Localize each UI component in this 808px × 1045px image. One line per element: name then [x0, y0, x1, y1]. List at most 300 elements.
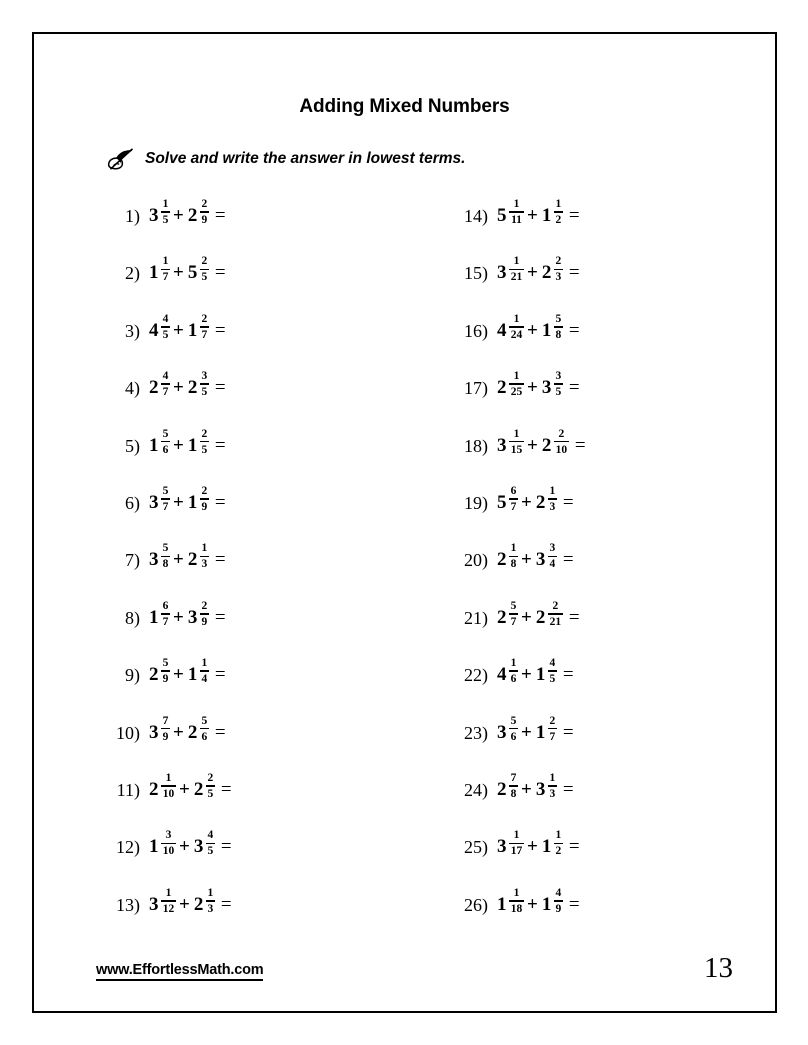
denominator: 3 — [201, 558, 208, 571]
fraction-b — [206, 829, 215, 857]
fraction-bar — [161, 613, 170, 615]
problem-expression — [488, 715, 574, 743]
problem-expression — [140, 370, 226, 398]
mixed-number-a — [497, 772, 518, 800]
equals-operator: = — [220, 778, 232, 800]
problem-number: 4) — [125, 378, 140, 399]
problem-row — [106, 313, 436, 370]
denominator: 9 — [201, 615, 208, 628]
problem-expression — [140, 657, 226, 685]
whole-part: 2 — [187, 377, 198, 399]
mixed-number-b — [536, 485, 557, 513]
whole-part: 3 — [497, 434, 507, 456]
mixed-number-b — [542, 198, 563, 226]
mixed-number-a — [497, 313, 524, 341]
denominator: 7 — [162, 271, 169, 284]
denominator: 10 — [162, 787, 175, 800]
problem-expression — [488, 600, 580, 628]
equals-operator: = — [568, 893, 580, 915]
denominator: 4 — [201, 673, 208, 686]
denominator: 7 — [162, 500, 169, 513]
mixed-number-b — [194, 829, 215, 857]
fraction-a — [161, 485, 170, 513]
denominator: 6 — [510, 673, 517, 686]
denominator: 7 — [510, 615, 517, 628]
problem-number: 26) — [464, 894, 488, 915]
fraction-bar — [161, 383, 170, 385]
numerator: 1 — [201, 657, 208, 670]
fraction-bar — [161, 900, 176, 902]
numerator: 3 — [555, 370, 562, 383]
mixed-number-b — [194, 772, 215, 800]
fraction-bar — [554, 900, 563, 902]
numerator: 1 — [162, 255, 169, 268]
problem-number: 23) — [464, 722, 488, 743]
fraction-bar — [200, 498, 209, 500]
problem-row — [106, 715, 436, 772]
whole-part: 1 — [187, 491, 198, 513]
fraction-bar — [554, 441, 569, 443]
fraction-bar — [509, 613, 518, 615]
plus-operator: + — [521, 606, 532, 628]
problem-row — [106, 370, 436, 427]
denominator: 9 — [201, 214, 208, 227]
denominator: 5 — [555, 386, 562, 399]
numerator: 1 — [513, 312, 520, 325]
fraction-a — [509, 255, 524, 283]
fraction-b — [200, 715, 209, 743]
mixed-number-b — [188, 657, 209, 685]
denominator: 9 — [162, 673, 169, 686]
fraction-b — [200, 428, 209, 456]
denominator: 5 — [162, 328, 169, 341]
instruction-text: Solve and write the answer in lowest terms. — [145, 150, 466, 167]
numerator: 1 — [207, 886, 214, 899]
fraction-a — [161, 887, 176, 915]
fraction-bar — [200, 728, 209, 730]
mixed-number-b — [542, 255, 563, 283]
numerator: 1 — [165, 771, 172, 784]
fraction-bar — [200, 556, 209, 558]
mixed-number-b — [536, 715, 557, 743]
plus-operator: + — [173, 262, 184, 284]
fraction-b — [554, 313, 563, 341]
denominator: 7 — [549, 730, 556, 743]
problem-row — [452, 772, 782, 829]
mixed-number-a — [149, 428, 170, 456]
fraction-bar — [509, 843, 524, 845]
whole-part: 2 — [149, 377, 159, 399]
equals-operator: = — [220, 893, 232, 915]
fraction-a — [509, 715, 518, 743]
fraction-bar — [554, 269, 563, 271]
problem-number: 22) — [464, 665, 488, 686]
whole-part: 1 — [535, 721, 546, 743]
numerator: 1 — [555, 829, 562, 842]
whole-part: 1 — [541, 836, 552, 858]
whole-part: 3 — [535, 549, 546, 571]
numerator: 5 — [510, 714, 517, 727]
whole-part: 3 — [497, 262, 507, 284]
fraction-bar — [548, 613, 563, 615]
numerator: 1 — [513, 198, 520, 210]
problem-number: 24) — [464, 779, 488, 800]
denominator: 5 — [207, 845, 214, 858]
fraction-a — [509, 657, 518, 685]
problem-expression — [488, 485, 574, 513]
mixed-number-b — [542, 829, 563, 857]
fraction-a — [509, 485, 518, 513]
fraction-bar — [509, 498, 518, 500]
problem-row — [452, 370, 782, 427]
fraction-a — [161, 772, 176, 800]
problem-number: 20) — [464, 550, 488, 571]
fraction-bar — [200, 269, 209, 271]
numerator: 2 — [201, 484, 208, 497]
fraction-b — [200, 255, 209, 283]
denominator: 8 — [510, 558, 517, 571]
footer-website-link[interactable]: www.EffortlessMath.com — [96, 962, 263, 981]
denominator: 10 — [162, 845, 175, 858]
problem-row — [106, 542, 436, 599]
problem-number: 6) — [125, 492, 140, 513]
equals-operator: = — [568, 836, 580, 858]
plus-operator: + — [173, 377, 184, 399]
mixed-number-a — [149, 829, 176, 857]
numerator: 5 — [510, 599, 517, 612]
page-number: 13 — [704, 952, 733, 984]
equals-operator: = — [568, 606, 580, 628]
whole-part: 2 — [193, 778, 204, 800]
plus-operator: + — [173, 205, 184, 226]
denominator: 6 — [201, 730, 208, 743]
problem-expression — [488, 772, 574, 800]
whole-part: 3 — [149, 491, 159, 513]
equals-operator: = — [214, 664, 226, 686]
numerator: 1 — [555, 198, 562, 210]
fraction-b — [548, 772, 557, 800]
whole-part: 2 — [497, 549, 507, 571]
fraction-bar — [161, 843, 176, 845]
mixed-number-b — [536, 600, 563, 628]
whole-part: 2 — [541, 434, 552, 456]
problem-expression — [488, 255, 580, 283]
fraction-b — [554, 255, 563, 283]
mixed-number-b — [542, 313, 563, 341]
numerator: 1 — [201, 542, 208, 555]
fraction-a — [509, 370, 524, 398]
equals-operator: = — [214, 262, 226, 284]
mixed-number-a — [149, 255, 170, 283]
problem-number: 21) — [464, 607, 488, 628]
numerator: 7 — [162, 714, 169, 727]
mixed-number-b — [188, 255, 209, 283]
mixed-number-a — [149, 715, 170, 743]
problem-expression — [488, 428, 586, 456]
problem-row — [106, 887, 436, 944]
problem-number: 11) — [116, 779, 140, 800]
left-column — [106, 198, 436, 944]
mixed-number-b — [188, 370, 209, 398]
equals-operator: = — [562, 491, 574, 513]
fraction-bar — [554, 326, 563, 328]
problem-row — [106, 829, 436, 886]
equals-operator: = — [568, 262, 580, 284]
whole-part: 1 — [535, 664, 546, 686]
fraction-a — [161, 428, 170, 456]
plus-operator: + — [527, 319, 538, 341]
numerator: 3 — [201, 370, 208, 383]
problem-expression — [140, 772, 232, 800]
whole-part: 1 — [149, 606, 159, 628]
quill-pen-icon — [106, 146, 136, 172]
fraction-bar — [509, 326, 524, 328]
problem-row — [452, 542, 782, 599]
problem-row — [106, 772, 436, 829]
problem-number: 12) — [116, 837, 140, 858]
denominator: 9 — [555, 902, 562, 915]
whole-part: 5 — [187, 262, 198, 284]
fraction-bar — [554, 843, 563, 845]
problem-expression — [488, 657, 574, 685]
mixed-number-b — [188, 485, 209, 513]
fraction-a — [509, 600, 518, 628]
fraction-b — [200, 485, 209, 513]
whole-part: 3 — [187, 606, 198, 628]
fraction-bar — [161, 326, 170, 328]
fraction-b — [548, 542, 557, 570]
right-column — [452, 198, 782, 944]
numerator: 5 — [201, 714, 208, 727]
fraction-bar — [161, 498, 170, 500]
numerator: 5 — [555, 312, 562, 325]
denominator: 5 — [207, 787, 214, 800]
problem-number: 7) — [125, 550, 140, 571]
mixed-number-b — [536, 772, 557, 800]
mixed-number-a — [497, 428, 524, 456]
numerator: 2 — [558, 427, 565, 440]
plus-operator: + — [527, 893, 538, 915]
denominator: 9 — [162, 730, 169, 743]
problem-expression — [140, 542, 226, 570]
numerator: 4 — [555, 886, 562, 899]
numerator: 2 — [201, 312, 208, 325]
mixed-number-a — [497, 829, 524, 857]
problem-number: 18) — [464, 435, 488, 456]
denominator: 2 — [555, 845, 562, 858]
fraction-a — [161, 600, 170, 628]
denominator: 17 — [510, 845, 523, 858]
plus-operator: + — [527, 377, 538, 399]
equals-operator: = — [214, 319, 226, 341]
problem-expression — [140, 715, 226, 743]
mixed-number-a — [497, 657, 518, 685]
mixed-number-a — [149, 772, 176, 800]
problem-expression — [488, 542, 574, 570]
fraction-b — [548, 715, 557, 743]
problem-expression — [488, 829, 580, 857]
denominator: 21 — [510, 271, 523, 284]
fraction-bar — [206, 785, 215, 787]
denominator: 2 — [555, 214, 562, 227]
fraction-b — [548, 600, 563, 628]
numerator: 3 — [165, 829, 172, 842]
fraction-a — [161, 198, 170, 226]
problem-expression — [488, 887, 580, 915]
numerator: 5 — [162, 657, 169, 670]
fraction-bar — [161, 269, 170, 271]
whole-part: 1 — [497, 893, 507, 915]
denominator: 3 — [549, 500, 556, 513]
problem-row — [452, 657, 782, 714]
problem-row — [106, 600, 436, 657]
fraction-bar — [161, 556, 170, 558]
plus-operator: + — [521, 721, 532, 743]
denominator: 5 — [201, 443, 208, 456]
fraction-b — [200, 370, 209, 398]
whole-part: 2 — [535, 606, 546, 628]
denominator: 5 — [201, 271, 208, 284]
equals-operator: = — [568, 377, 580, 399]
fraction-bar — [161, 785, 176, 787]
whole-part: 1 — [149, 262, 159, 284]
mixed-number-a — [497, 370, 524, 398]
fraction-bar — [548, 728, 557, 730]
equals-operator: = — [562, 549, 574, 571]
problem-number: 1) — [125, 206, 140, 226]
fraction-bar — [509, 670, 518, 672]
problem-expression — [488, 198, 580, 226]
equals-operator: = — [214, 377, 226, 399]
mixed-number-b — [536, 542, 557, 570]
fraction-bar — [509, 269, 524, 271]
fraction-a — [509, 313, 524, 341]
mixed-number-b — [188, 600, 209, 628]
fraction-b — [200, 657, 209, 685]
fraction-a — [509, 198, 524, 226]
whole-part: 3 — [193, 836, 204, 858]
mixed-number-b — [542, 428, 569, 456]
denominator: 12 — [162, 902, 175, 915]
fraction-b — [548, 657, 557, 685]
problem-expression — [140, 829, 232, 857]
equals-operator: = — [568, 319, 580, 341]
fraction-bar — [554, 211, 563, 213]
fraction-b — [206, 772, 215, 800]
equals-operator: = — [214, 606, 226, 628]
numerator: 1 — [513, 370, 520, 383]
whole-part: 3 — [149, 205, 159, 226]
plus-operator: + — [521, 491, 532, 513]
numerator: 4 — [549, 657, 556, 670]
fraction-a — [161, 715, 170, 743]
denominator: 7 — [510, 500, 517, 513]
denominator: 9 — [201, 500, 208, 513]
problem-expression — [488, 313, 580, 341]
mixed-number-a — [149, 542, 170, 570]
equals-operator: = — [574, 434, 586, 456]
denominator: 8 — [510, 787, 517, 800]
plus-operator: + — [173, 434, 184, 456]
fraction-bar — [509, 900, 524, 902]
fraction-bar — [509, 785, 518, 787]
problem-number: 9) — [125, 665, 140, 686]
numerator: 7 — [510, 771, 517, 784]
numerator: 1 — [549, 771, 556, 784]
plus-operator: + — [179, 893, 190, 915]
whole-part: 5 — [497, 205, 507, 226]
problem-expression — [140, 485, 226, 513]
fraction-b — [554, 428, 569, 456]
mixed-number-b — [188, 198, 209, 226]
plus-operator: + — [173, 721, 184, 743]
numerator: 5 — [162, 542, 169, 555]
fraction-bar — [509, 211, 524, 213]
mixed-number-a — [497, 600, 518, 628]
problem-row — [452, 715, 782, 772]
fraction-bar — [200, 670, 209, 672]
problem-row — [106, 255, 436, 312]
mixed-number-a — [149, 198, 170, 226]
numerator: 3 — [549, 542, 556, 555]
whole-part: 5 — [497, 491, 507, 513]
mixed-number-a — [149, 313, 170, 341]
equals-operator: = — [214, 549, 226, 571]
equals-operator: = — [214, 434, 226, 456]
whole-part: 4 — [497, 664, 507, 686]
denominator: 5 — [201, 386, 208, 399]
fraction-a — [161, 657, 170, 685]
whole-part: 2 — [497, 606, 507, 628]
fraction-a — [509, 829, 524, 857]
fraction-bar — [548, 498, 557, 500]
fraction-bar — [509, 728, 518, 730]
mixed-number-a — [149, 485, 170, 513]
problem-expression — [140, 887, 232, 915]
mixed-number-b — [188, 715, 209, 743]
whole-part: 2 — [497, 377, 507, 399]
whole-part: 3 — [149, 893, 159, 915]
whole-part: 1 — [541, 893, 552, 915]
denominator: 18 — [510, 902, 523, 915]
whole-part: 2 — [541, 262, 552, 284]
denominator: 8 — [162, 558, 169, 571]
fraction-a — [161, 829, 176, 857]
problem-expression — [488, 370, 580, 398]
whole-part: 3 — [149, 549, 159, 571]
mixed-number-b — [188, 542, 209, 570]
mixed-number-a — [149, 887, 176, 915]
denominator: 5 — [162, 214, 169, 227]
problem-expression — [140, 600, 226, 628]
fraction-b — [554, 887, 563, 915]
denominator: 11 — [511, 214, 522, 227]
mixed-number-a — [497, 198, 524, 226]
problem-number: 5) — [125, 435, 140, 456]
mixed-number-b — [194, 887, 215, 915]
whole-part: 2 — [149, 664, 159, 686]
instruction-row — [106, 146, 465, 172]
fraction-b — [554, 829, 563, 857]
fraction-b — [554, 370, 563, 398]
fraction-b — [200, 600, 209, 628]
problem-number: 8) — [125, 607, 140, 628]
numerator: 1 — [510, 542, 517, 555]
numerator: 5 — [162, 427, 169, 440]
fraction-bar — [200, 383, 209, 385]
plus-operator: + — [179, 836, 190, 858]
plus-operator: + — [521, 778, 532, 800]
